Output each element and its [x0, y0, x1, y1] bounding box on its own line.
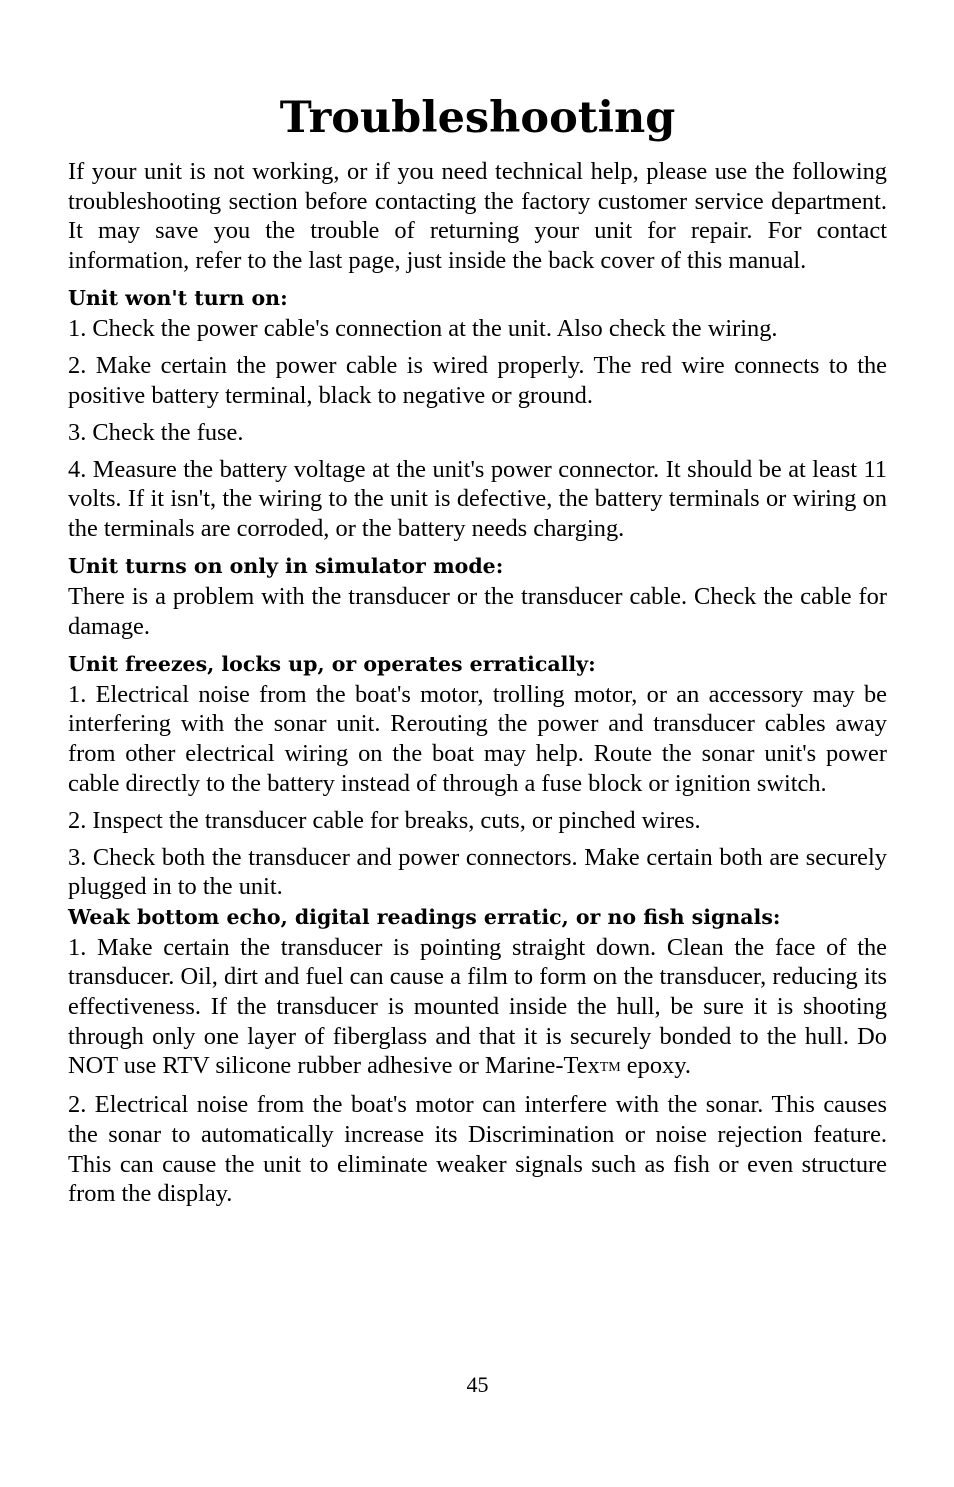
page-title: Troubleshooting: [279, 93, 676, 143]
trademark-symbol: TM: [599, 1060, 621, 1076]
list-item: [68, 933, 887, 1083]
list-item: 3. Check the fuse.: [68, 418, 244, 446]
list-item: 1. Electrical noise from the boat's motor, trolling motor, or an accessory may be interfering with the sonar unit. Rerouting the power and transducer cables away from other electrical wiring on the boat may help. Route the sonar unit's power cable directly to the battery instead of through a fuse block or ignition switch.: [68, 680, 887, 797]
list-item: 1. Check the power cable's connection at the unit. Also check the wiring.: [68, 314, 778, 342]
list-item: 2. Make certain the power cable is wired properly. The red wire connects to the positive battery terminal, black to negative or ground.: [68, 351, 887, 409]
list-item: 4. Measure the battery voltage at the unit's power connector. It should be at least 11 volts. If it isn't, the wiring to the unit is defective, the battery terminals or wiring on the terminals are corroded, or the battery needs charging.: [68, 455, 887, 542]
section-heading-wont-turn-on: Unit won't turn on:: [68, 285, 288, 310]
list-item: 2. Electrical noise from the boat's motor can interfere with the sonar. This causes the sonar to automatically increase its Discrimination or noise rejection feature. This can cause the unit to eliminate weaker signals such as fish or even structure from the display.: [68, 1091, 887, 1208]
list-item: 2. Inspect the transducer cable for breaks, cuts, or pinched wires.: [68, 806, 701, 834]
page-number: 45: [466, 1372, 489, 1397]
list-item: There is a problem with the transducer or the transducer cable. Check the cable for damage.: [68, 583, 887, 640]
section-heading-simulator-mode: Unit turns on only in simulator mode:: [68, 554, 504, 579]
section-heading-freezes: Unit freezes, locks up, or operates erratically:: [68, 651, 596, 676]
section-heading-weak-echo: Weak bottom echo, digital readings erratic, or no fish signals:: [68, 904, 781, 929]
list-item-suffix: epoxy.: [620, 1052, 691, 1080]
page-body: [68, 157, 887, 1216]
intro-paragraph: If your unit is not working, or if you need technical help, please use the following troubleshooting section before contacting the factory customer service department. It may save you the trouble of returning your unit for repair. For contact information, refer to the last page, just inside the back cover of this manual.: [68, 158, 887, 274]
list-item-text: 1. Make certain the transducer is pointing straight down. Clean the face of the transducer. Oil, dirt and fuel can cause a film to form on the transducer, reducing its effectiveness. If the transducer is mounted inside the hull, be sure it is shooting through only one layer of fiberglass and that it is securely bonded to the hull. Do NOT use RTV silicone rubber adhesive or Marine-Tex: [68, 933, 887, 1080]
list-item: 3. Check both the transducer and power connectors. Make certain both are securely plugged in to the unit.: [68, 843, 887, 901]
